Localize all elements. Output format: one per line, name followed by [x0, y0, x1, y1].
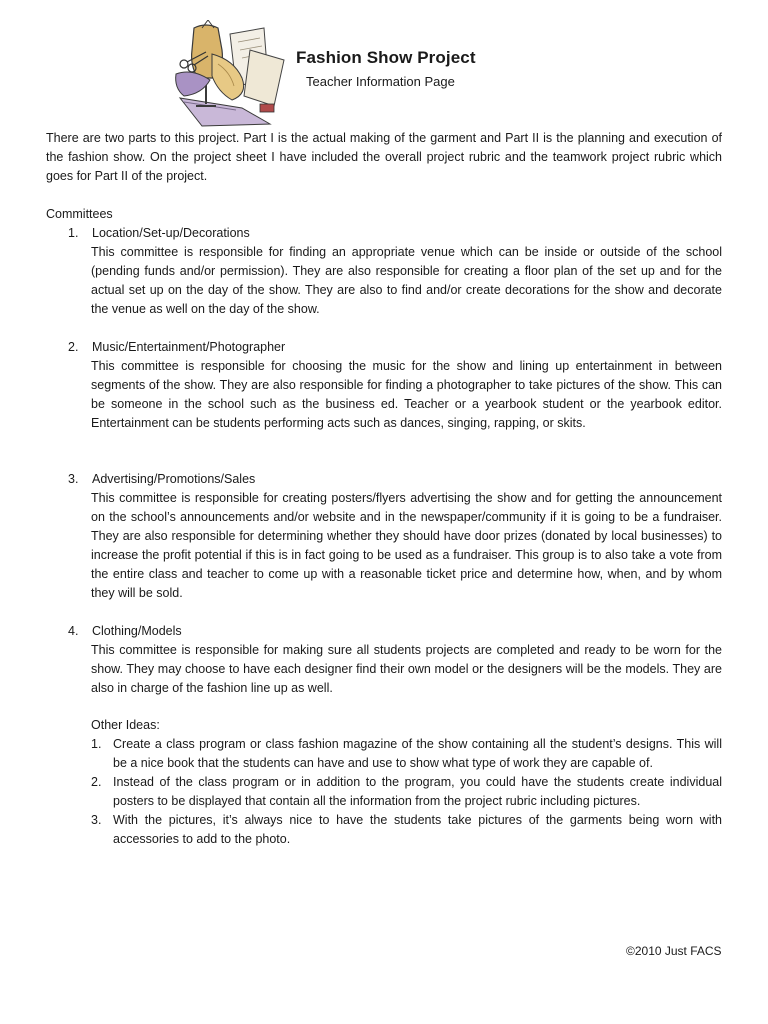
committee-description: This committee is responsible for making sure all students projects are completed and ready to be worn for the show. They may choose to have each designer find their own model or the designers will be the models. They are also in charge of the fashion line up as well.: [91, 643, 722, 695]
list-item: [91, 735, 722, 773]
other-ideas-heading: Other Ideas:: [91, 718, 160, 732]
committee-item: [46, 338, 722, 433]
committee-description: This committee is responsible for choosing the music for the show and lining up entertainment in between segments of the show. They are also responsible for finding a photographer to take pictures of the show. This can be someone in the school such as the business ed. Teacher or a yearbook student or the yearbook editor. Entertainment can be students performing acts such as dances, singing, rapping, or skits.: [91, 359, 722, 430]
committee-number: 2.: [68, 340, 79, 354]
page-subtitle: Teacher Information Page: [306, 74, 455, 89]
committee-title: Music/Entertainment/Photographer: [92, 340, 286, 354]
committee-item: [46, 470, 722, 603]
intro-paragraph: There are two parts to this project. Part I is the actual making of the garment and Part II is the planning and execution of the fashion show. On the project sheet I have included the overall project rubric and the teamwork project rubric which goes for Part II of the project.: [46, 131, 722, 183]
committee-number: 1.: [68, 226, 79, 240]
page-title: Fashion Show Project: [296, 48, 476, 67]
committee-title: Location/Set-up/Decorations: [92, 226, 250, 240]
idea-text: With the pictures, it’s always nice to have the students take pictures of the garments being worn with accessories to add to the photo.: [113, 813, 722, 846]
committee-description: This committee is responsible for finding an appropriate venue which can be inside or outside of the school (pending funds and/or permission). They are also responsible for creating a floor plan of the set up and for the actual set up on the day of the show. They are also to find and/or create decorations for the show and decorate the venue as well on the day of the show.: [91, 245, 722, 316]
idea-text: Create a class program or class fashion magazine of the show containing all the student’s designs. This will be a nice book that the students can have and use to show what type of work they are capable of.: [113, 737, 722, 770]
committee-description: This committee is responsible for creating posters/flyers advertising the show and for getting the announcement on the school’s announcements and/or website and in the newspaper/community if it is going to be a fundraiser. They are also responsible for determining whether they should have door prizes (donated by local businesses) to increase the profit potential if this is in fact going to be used as a fundraiser. This group is to also take a vote from the entire class and teacher to come up with a reasonable ticket price and determine how, when, and by whom they will be sold.: [91, 491, 722, 600]
committees-heading: Committees: [46, 207, 113, 221]
list-item: [91, 811, 722, 849]
idea-number: 1.: [91, 737, 102, 751]
committee-title: Clothing/Models: [92, 624, 182, 638]
list-item: [91, 773, 722, 811]
committee-item: [46, 622, 722, 698]
sewing-mannequin-icon: [172, 20, 290, 132]
committee-title: Advertising/Promotions/Sales: [92, 472, 256, 486]
committee-item: [46, 224, 722, 319]
idea-text: Instead of the class program or in addition to the program, you could have the students create individual posters to be displayed that contain all the information from the project rubric including pictures.: [113, 775, 722, 808]
idea-number: 2.: [91, 775, 102, 789]
committee-number: 3.: [68, 472, 79, 486]
idea-number: 3.: [91, 813, 102, 827]
committee-number: 4.: [68, 624, 79, 638]
copyright-footer: ©2010 Just FACS: [626, 944, 722, 958]
other-ideas-section: [91, 716, 722, 849]
